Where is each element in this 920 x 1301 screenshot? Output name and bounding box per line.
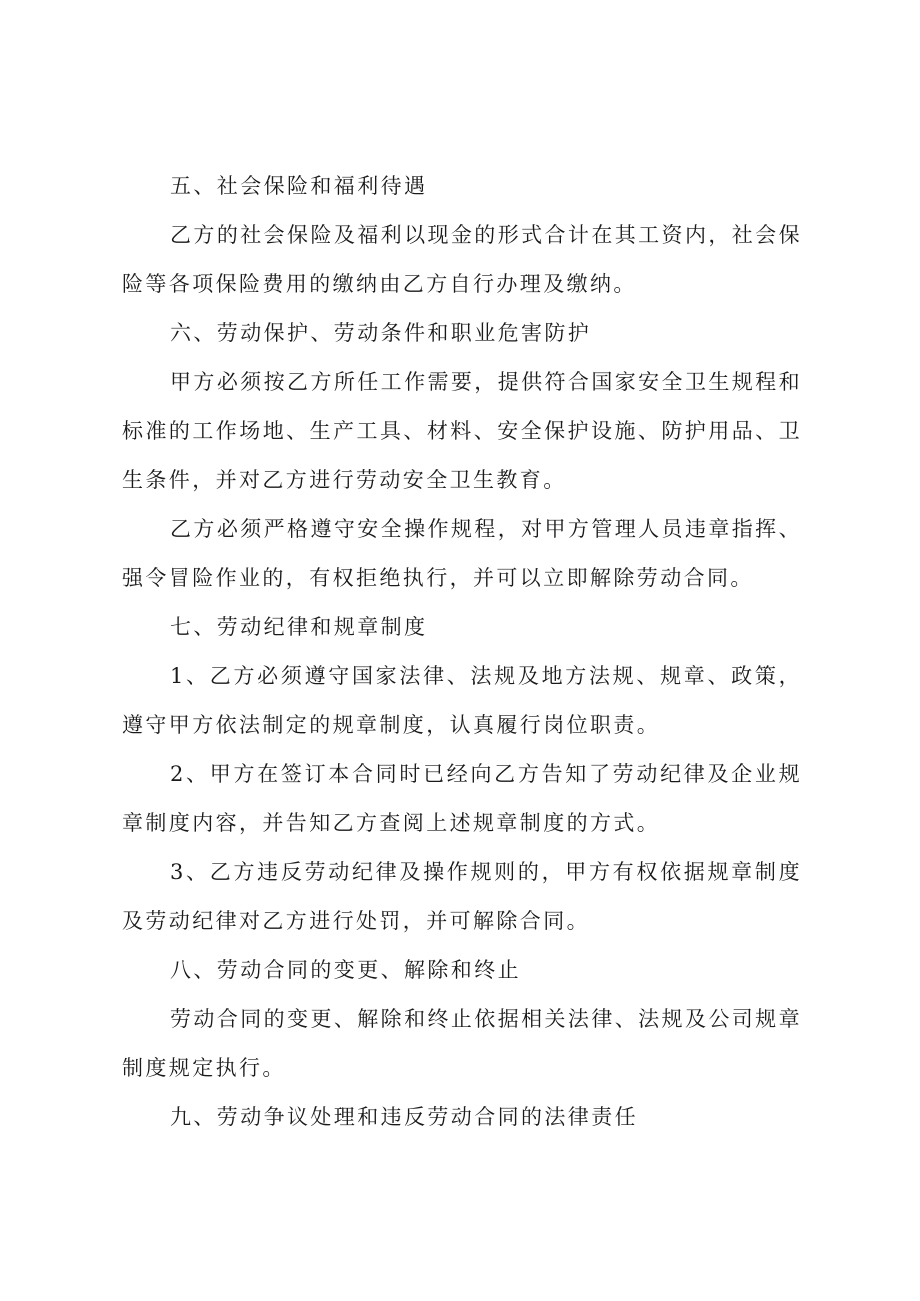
- section-heading-6: 六、劳动保护、劳动条件和职业危害防护: [170, 321, 592, 345]
- paragraph-social-insurance: 乙方的社会保险及福利以现金的形式合计在其工资内，社会保险等各项保险费用的缴纳由乙方自行办理及缴纳。: [122, 223, 802, 296]
- section-heading-9: 九、劳动争议处理和违反劳动合同的法律责任: [170, 1105, 638, 1129]
- section-heading-7: 七、劳动纪律和规章制度: [170, 615, 428, 639]
- section-heading-5: 五、社会保险和福利待遇: [170, 174, 428, 198]
- paragraph-contract-change: 劳动合同的变更、解除和终止依据相关法律、法规及公司规章制度规定执行。: [122, 1007, 802, 1080]
- document-body: [122, 162, 802, 1142]
- section-heading-8: 八、劳动合同的变更、解除和终止: [170, 958, 521, 982]
- paragraph-rule-1: 1、乙方必须遵守国家法律、法规及地方法规、规章、政策，遵守甲方依法制定的规章制度，认真履行岗位职责。: [122, 664, 802, 737]
- paragraph-rule-2: 2、甲方在签订本合同时已经向乙方告知了劳动纪律及企业规章制度内容，并告知乙方查阅上述规章制度的方式。: [122, 762, 802, 835]
- paragraph-employer-safety-duty: 甲方必须按乙方所任工作需要，提供符合国家安全卫生规程和标准的工作场地、生产工具、材料、安全保护设施、防护用品、卫生条件，并对乙方进行劳动安全卫生教育。: [122, 370, 802, 492]
- paragraph-employee-safety-duty: 乙方必须严格遵守安全操作规程，对甲方管理人员违章指挥、强令冒险作业的，有权拒绝执行，并可以立即解除劳动合同。: [122, 517, 802, 590]
- paragraph-rule-3: 3、乙方违反劳动纪律及操作规则的，甲方有权依据规章制度及劳动纪律对乙方进行处罚，并可解除合同。: [122, 860, 802, 933]
